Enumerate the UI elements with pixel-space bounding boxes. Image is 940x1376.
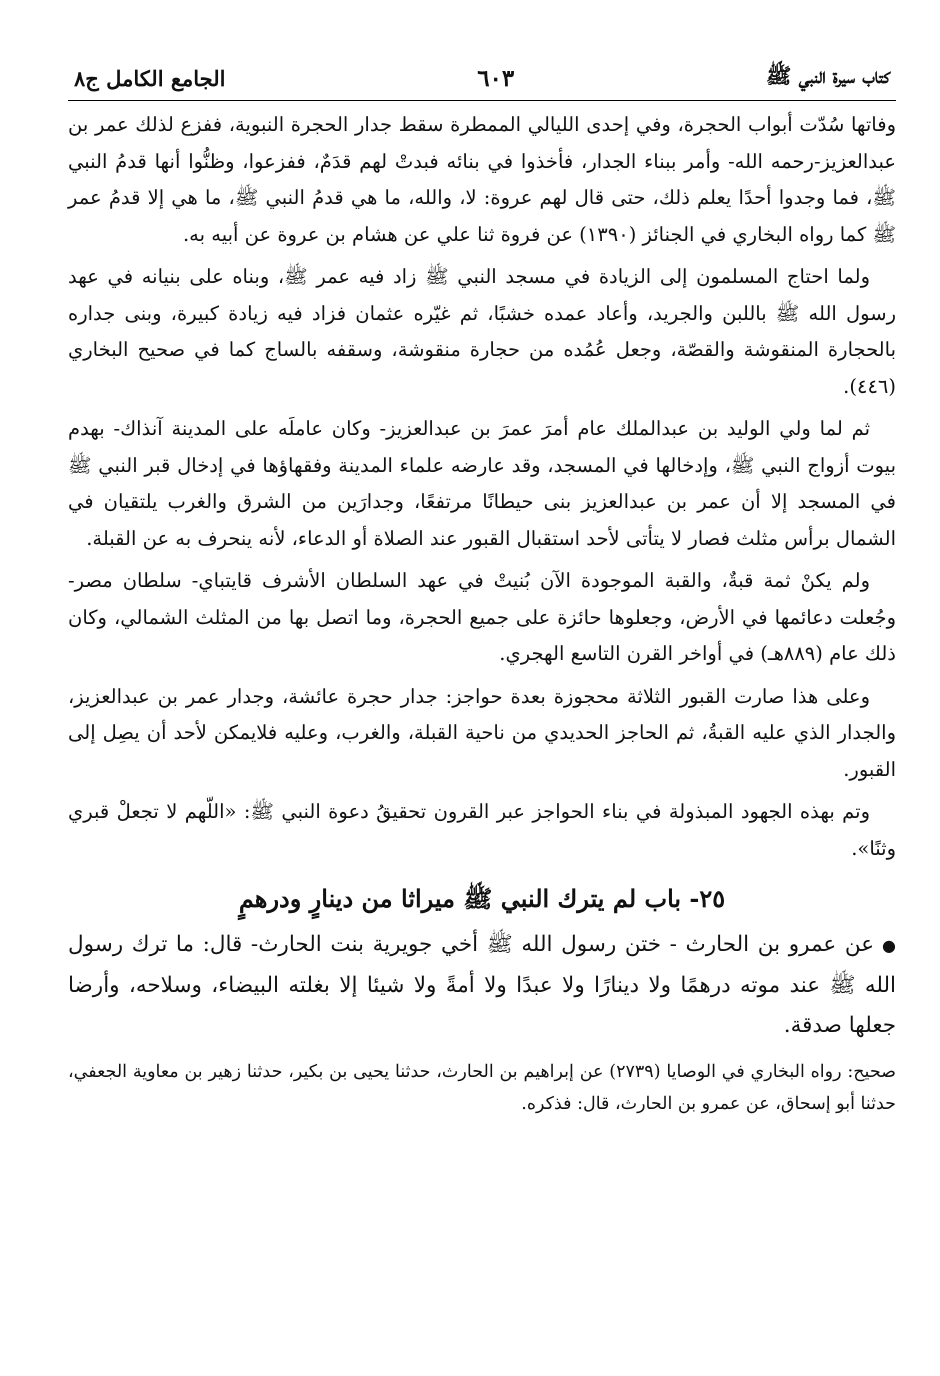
page-header xyxy=(68,60,896,96)
takhrij-note: صحيح: رواه البخاري في الوصايا (٢٧٣٩) عن إبراهيم بن الحارث، حدثنا يحيى بن بكير، حدثنا زهير بن معاوية الجعفي، حدثنا أبو إسحاق، عن عمرو بن الحارث، قال: فذكره. xyxy=(68,1062,896,1114)
paragraph-5: وعلى هذا صارت القبور الثلاثة محجوزة بعدة حواجز: جدار حجرة عائشة، وجدار عمر بن عبدالعزيز، والجدار الذي عليه القبةُ، ثم الحاجز الحديدي من ناحية القبلة، والغرب، وعليه فلايمكن لأحد أن يصِل إلى القبور. xyxy=(68,684,896,781)
bullet-icon: ● xyxy=(882,936,896,955)
hadith-text-block xyxy=(68,925,896,1046)
paragraph-6: وتم بهذه الجهود المبذولة في بناء الحواجز عبر القرون تحقيقُ دعوة النبي ﷺ: «اللّهم لا تجعلْ قبري وثنًا». xyxy=(68,800,896,860)
section-title: ٢٥- باب لم يترك النبي ﷺ ميراثا من دينارٍ ودرهمٍ xyxy=(238,884,726,913)
hadith-text: عن عمرو بن الحارث - ختن رسول الله ﷺ أخي جويرية بنت الحارث- قال: ما ترك رسول الله ﷺ عند موته درهمًا ولا دينارًا ولا عبدًا ولا أمةً ولا شيئا إلا بغلته البيضاء، وسلاحه، وأرضا جعلها صدقة. xyxy=(68,932,896,1038)
paragraph-1: وفاتها سُدّت أبواب الحجرة، وفي إحدى الليالي الممطرة سقط جدار الحجرة النبوية، ففزع لذلك عمر بن عبدالعزيز-رحمه الله- وأمر ببناء الجدار، فأخذوا في بنائه فبدتْ لهم قدَمٌ، ففزعوا، وظنُّوا أنها قدمُ النبي ﷺ، فما وجدوا أحدًا يعلم ذلك، حتى قال لهم عروة: لا، والله، ما هي قدمُ النبي ﷺ، ما هي إلا قدمُ عمر ﷺ كما رواه البخاري في الجنائز (١٣٩٠) عن فروة ثنا علي عن هشام بن عروة عن أبيه به. xyxy=(68,113,896,246)
header-divider xyxy=(68,100,896,101)
paragraph-2: ولما احتاج المسلمون إلى الزيادة في مسجد النبي ﷺ زاد فيه عمر ﷺ، وبناه على بنيانه في عهد رسول الله ﷺ باللبن والجريد، وأعاد عمده خشبًا، ثم غيّره عثمان فزاد فيه زيادة كبيرة، وبنى جداره بالحجارة المنقوشة والقصّة، وجعل عُمُده من حجارة منقوشة، وسقفه بالساج كما في صحيح البخاري (٤٤٦). xyxy=(68,265,896,398)
paragraph-4: ولم يكنْ ثمة قبةٌ، والقبة الموجودة الآن بُنيتْ في عهد السلطان الأشرف قايتباي- سلطان مصر- وجُعلت دعائمها في الأرض، وجعلوها حائزة على جميع الحجرة، وما اتصل بها من المثلث الشمالي، وكان ذلك عام (٨٨٩هـ) في أواخر القرن التاسع الهجري. xyxy=(68,569,896,665)
header-book-title: كتاب سيرة النبي ﷺ xyxy=(765,62,890,88)
header-volume: الجامع الكامل ج٨ xyxy=(74,65,226,91)
paragraph-3: ثم لما ولي الوليد بن عبدالملك عام أمرَ عمرَ بن عبدالعزيز- وكان عاملَه على المدينة آنذاك- بهدم بيوت أزواج النبي ﷺ، وإدخالها في المسجد، وقد عارضه علماء المدينة وفقهاؤها في إدخال قبر النبي ﷺ في المسجد إلا أن عمر بن عبدالعزيز بنى حيطانًا مرتفعًا، وجدارَين من الشرق والغرب يلتقيان في الشمال برأس مثلث فصار لا يتأتى لأحد استقبال القبور عند الصلاة أو الدعاء، لأنه ينحرف به عن القبلة. xyxy=(68,417,896,550)
page-number: ٦٠٣ xyxy=(477,64,515,92)
